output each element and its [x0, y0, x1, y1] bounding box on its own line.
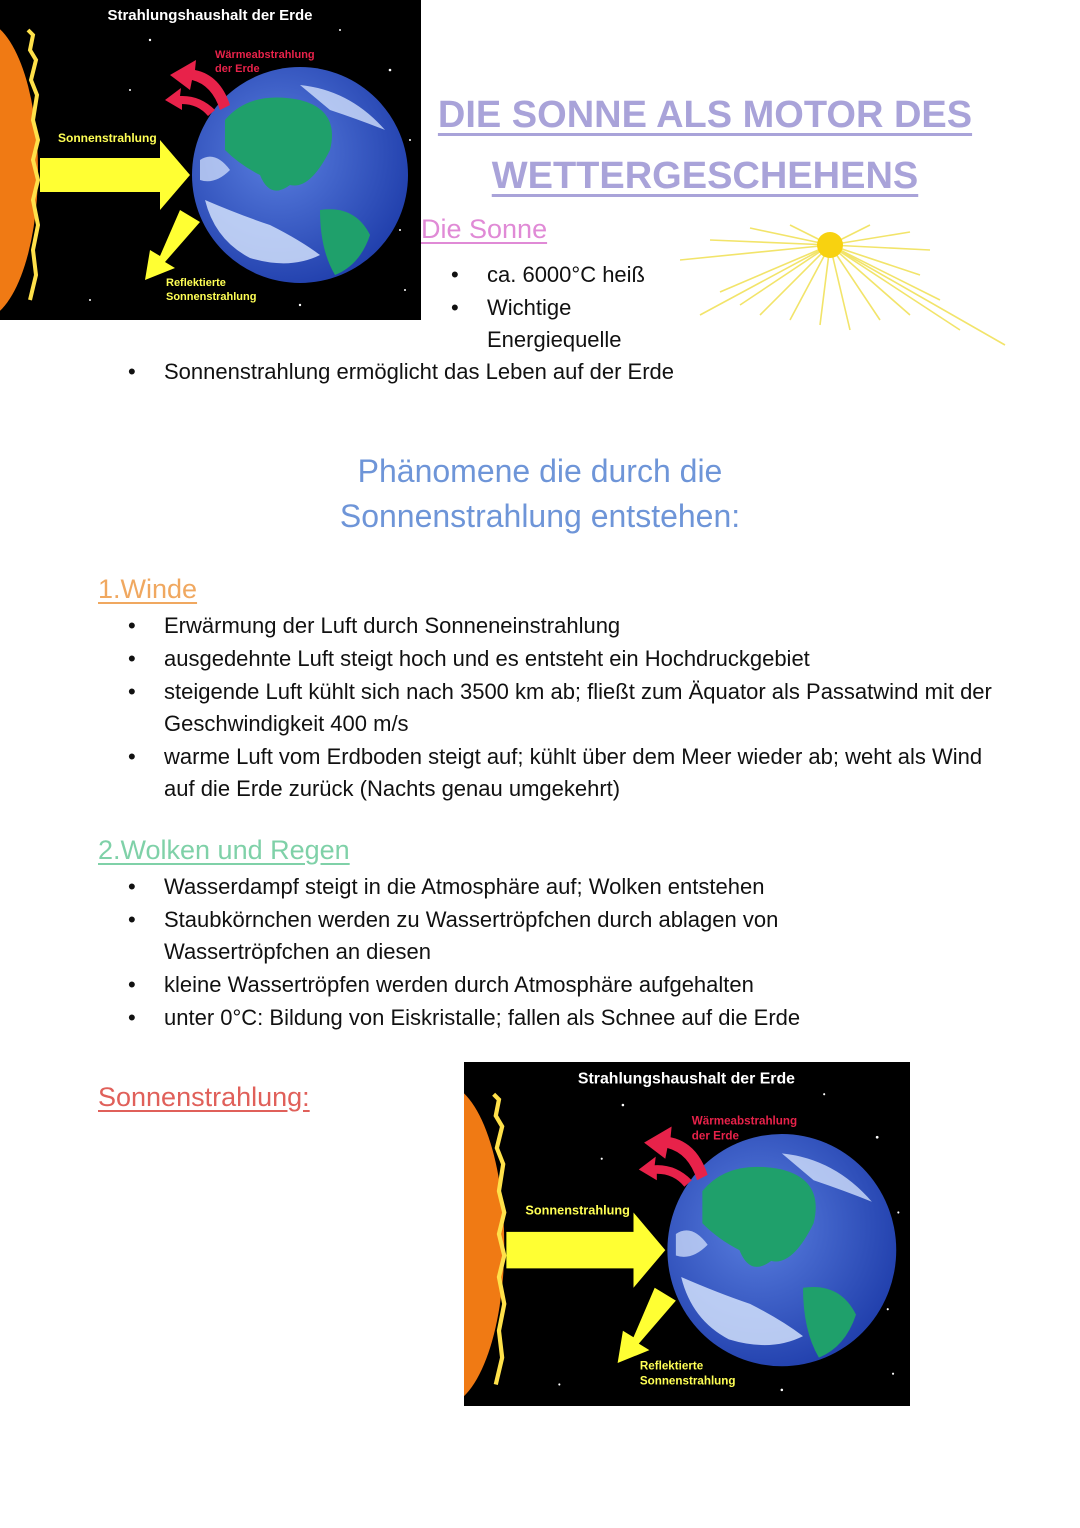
list-item: • warme Luft vom Erdboden steigt auf; kühlt über dem Meer wieder ab; weht als Wind auf die Erde zurück (Nachts genau umgekehrt) [98, 741, 1008, 805]
label-reflect-1: Reflektierte [166, 277, 226, 289]
list-item: • ca. 6000°C heiß [421, 259, 701, 291]
list-item: • steigende Luft kühlt sich nach 3500 km ab; fließt zum Äquator als Passatwind mit der Geschwindigkeit 400 m/s [98, 676, 1008, 740]
radiation-diagram-bottom [464, 1062, 910, 1406]
sun-heading: Die Sonne [421, 214, 548, 244]
phenomena-line1: Phänomene die durch die [357, 453, 723, 489]
reflect-arrow [145, 210, 200, 280]
reflect-arrow [618, 1288, 676, 1363]
list-item: • Wichtige Energiequelle [421, 292, 637, 356]
diagram-title: Strahlungshaushalt der Erde [577, 1070, 796, 1088]
sonnenstrahlung-heading: Sonnenstrahlung: [98, 1082, 310, 1112]
list-item: • Staubkörnchen werden zu Wassertröpfchen durch ablagen von Wassertröpfchen an diesen [98, 904, 858, 968]
sun-bullets [421, 259, 701, 357]
list-item: • Wasserdampf steigt in die Atmosphäre auf; Wolken entstehen [98, 871, 858, 903]
winde-bullets [98, 610, 1008, 806]
wolken-heading: 2.Wolken und Regen [98, 835, 350, 865]
winde-heading: 1.Winde [98, 574, 198, 604]
heat-arrow-2 [639, 1157, 692, 1187]
label-heat-1: Wärmeabstrahlung [215, 49, 315, 61]
sun-illustration [680, 220, 1010, 350]
diagram-title: Strahlungshaushalt der Erde [107, 7, 313, 24]
label-heat-1: Wärmeabstrahlung [691, 1114, 798, 1128]
sun-ray-arrow [506, 1213, 665, 1288]
sun-ray-arrow [40, 140, 190, 210]
list-item: • unter 0°C: Bildung von Eiskristalle; fallen als Schnee auf die Erde [98, 1002, 858, 1034]
list-item: • Erwärmung der Luft durch Sonneneinstrahlung [98, 610, 1008, 642]
phenomena-heading [240, 449, 840, 539]
label-sun: Sonnenstrahlung [525, 1202, 630, 1218]
sun-extra-bullet [98, 356, 998, 389]
sun-icon [680, 220, 1010, 350]
label-heat-2: der Erde [215, 63, 260, 75]
label-heat-2: der Erde [691, 1129, 739, 1143]
list-item: • Sonnenstrahlung ermöglicht das Leben auf der Erde [98, 356, 998, 388]
label-reflect-1: Reflektierte [639, 1359, 704, 1373]
label-sun: Sonnenstrahlung [58, 131, 157, 145]
radiation-diagram-top-svg [0, 0, 421, 320]
radiation-diagram-top [0, 0, 421, 320]
heat-arrow-2 [165, 88, 215, 116]
wolken-bullets [98, 871, 858, 1035]
phenomena-line2: Sonnenstrahlung entstehen: [339, 498, 741, 534]
sun-shape [464, 1084, 504, 1407]
label-reflect-2: Sonnenstrahlung [166, 291, 257, 303]
list-item: • ausgedehnte Luft steigt hoch und es entsteht ein Hochdruckgebiet [98, 643, 1008, 675]
list-item: • kleine Wassertröpfen werden durch Atmosphäre aufgehalten [98, 969, 858, 1001]
sun-shape [0, 20, 38, 320]
radiation-diagram-bottom-svg [464, 1062, 910, 1406]
page-title-line2: WETTERGESCHEHENS [491, 155, 919, 197]
label-reflect-2: Sonnenstrahlung [639, 1374, 736, 1388]
page-title-line1: DIE SONNE ALS MOTOR DES [437, 94, 973, 136]
